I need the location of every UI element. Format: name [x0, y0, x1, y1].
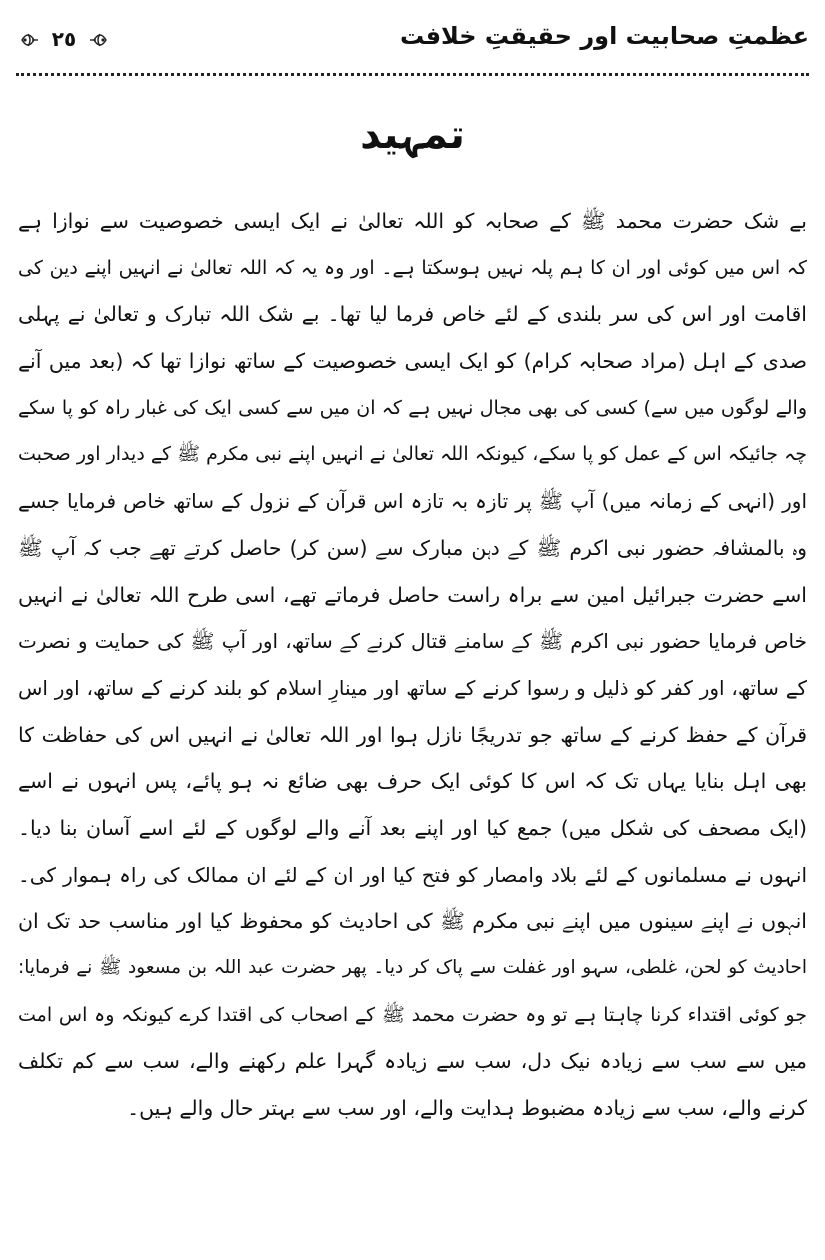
- text-line: قرآن کے حفظ کرنے کے ساتھ جو تدریجًا نازل ہوا اور اللہ تعالیٰ نے انہیں اس کی حفاظت کا: [18, 722, 807, 747]
- text-line: میں سے سب سے زیادہ نیک دل، سب سے زیادہ گہرا علم رکھنے والے، سب سے کم تکلف: [18, 1049, 807, 1074]
- page-number-ornament: [18, 24, 110, 56]
- text-line: کرنے والے، سب سے زیادہ مضبوط ہدایت والے، اور سب سے بہتر حال والے ہیں۔: [127, 1096, 807, 1121]
- text-line: اسے حضرت جبرائیل امین سے براہ راست حاصل فرماتے تھے، اسی طرح اللہ تعالیٰ نے انہیں: [18, 582, 807, 607]
- text-line: بھی اہل بنایا یہاں تک کہ اس کا کوئی ایک حرف بھی ضائع نہ ہو پائے، پس انہوں نے اسے: [18, 769, 807, 794]
- text-line: بے شک حضرت محمد ﷺ کے صحابہ کو اللہ تعالیٰ نے ایک ایسی خصوصیت سے نوازا ہے: [18, 209, 807, 233]
- text-line: وہ بالمشافہ حضور نبی اکرم ﷺ کے دہن مبارک سے (سن کر) حاصل کرتے تھے جب کہ آپ ﷺ: [18, 535, 807, 560]
- text-line: چہ جائیکہ اس کے عمل کو پا سکے، کیونکہ اللہ تعالیٰ نے انہیں اپنے نبی مکرم ﷺ کے دیدار اور صحبت: [18, 443, 807, 466]
- text-line: صدی کے اہل (مراد صحابہ کرام) کو ایک ایسی خصوصیت کے ساتھ نوازا تھا کہ (بعد میں آنے: [18, 349, 807, 374]
- page-number: ٢٥: [51, 27, 77, 51]
- text-line: اور (انہی کے زمانہ میں) آپ ﷺ پر تازہ بہ تازہ اس قرآن کے نزول کے ساتھ خاص فرمایا جسے: [18, 489, 807, 514]
- header-divider: [16, 73, 809, 76]
- text-line: جو کوئی اقتداء کرنا چاہتا ہے تو وہ حضرت محمد ﷺ کے اصحاب کی اقتدا کرے کیونکہ وہ اس امت: [18, 1003, 807, 1026]
- text-line: احادیث کو لحن، غلطی، سہو اور غفلت سے پاک کر دیا۔ پھر حضرت عبد اللہ بن مسعود ﷺ نے فرمایا:: [18, 957, 807, 978]
- text-line: کے ساتھ، اور کفر کو ذلیل و رسوا کرنے کے ساتھ اور مینارِ اسلام کو بلند کرنے کے ساتھ، اور اس: [18, 675, 807, 700]
- text-line: اقامت اور اس کی سر بلندی کے لئے خاص فرما لیا تھا۔ بے شک اللہ تبارک و تعالیٰ نے پہلی: [18, 302, 807, 327]
- text-line: (ایک مصحف کی شکل میں) جمع کیا اور اپنے بعد آنے والے لوگوں کے لئے اسے آسان بنا دیا۔: [18, 815, 807, 840]
- text-line: کہ اس میں کوئی اور ان کا ہم پلہ نہیں ہوسکتا ہے۔ اور وہ یہ کہ اللہ تعالیٰ نے انہیں اپنے دین کی: [18, 256, 807, 279]
- section-title: تمہید: [360, 112, 465, 158]
- running-header: [18, 18, 809, 70]
- body-text: [18, 198, 807, 1132]
- text-line: والے لوگوں میں سے) کسی کی بھی مجال نہیں ہے کہ ان میں سے کسی ایک کی غبار راہ کو پا سکے: [18, 396, 807, 419]
- text-line: خاص فرمایا حضور نبی اکرم ﷺ کے سامنے قتال کرنے کے ساتھ، اور آپ ﷺ کی حمایت و نصرت: [18, 629, 807, 654]
- text-line: انہوں نے اپنے سینوں میں اپنے نبی مکرم ﷺ کی احادیث کو محفوظ کیا اور مناسب حد تک ان: [18, 909, 807, 934]
- text-line: انہوں نے مسلمانوں کے لئے بلاد وامصار کو فتح کیا اور ان کے لئے ان ممالک کی راہ ہموار کی۔: [18, 862, 807, 887]
- book-title: عظمتِ صحابیت اور حقیقتِ خلافت: [399, 22, 809, 50]
